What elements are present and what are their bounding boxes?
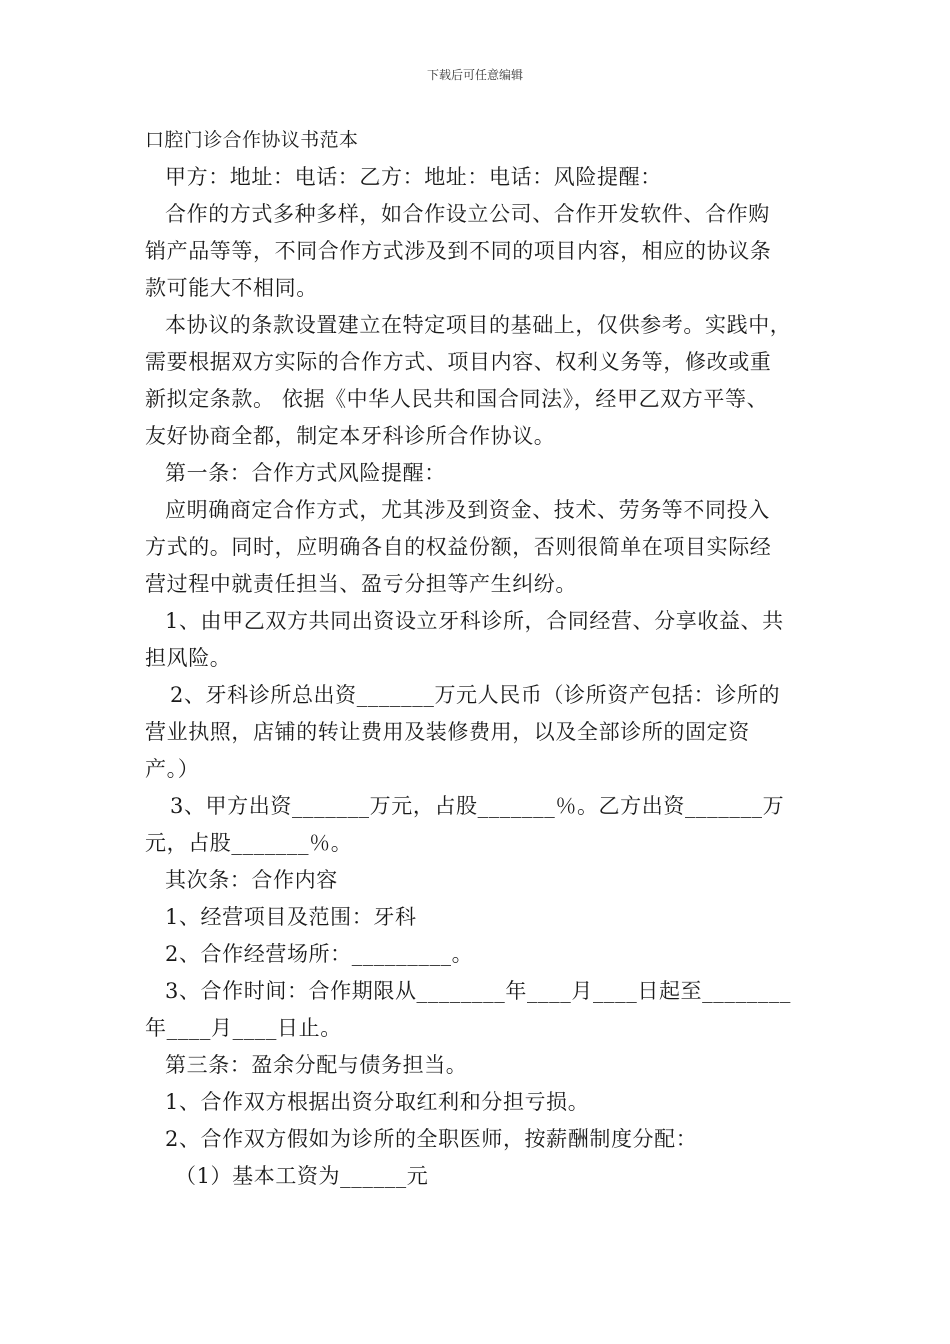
- list-item: 1、由甲乙双方共同出资设立牙科诊所，合同经营、分享收益、共: [165, 609, 784, 633]
- paragraph-line: 甲方：地址：电话：乙方：地址：电话：风险提醒：: [165, 165, 662, 189]
- section-heading: 其次条：合作内容: [165, 868, 338, 892]
- paragraph-line: 元，占股_______％。: [145, 831, 353, 855]
- list-item: 1、合作双方根据出资分取红利和分担亏损。: [165, 1090, 590, 1114]
- section-heading: 第一条：合作方式风险提醒：: [165, 461, 446, 485]
- list-item: 2、合作经营场所：_________。: [165, 942, 474, 966]
- paragraph-line: 款可能大不相同。: [145, 276, 318, 300]
- paragraph-line: 本协议的条款设置建立在特定项目的基础上，仅供参考。实践中，: [165, 313, 792, 337]
- list-item: （1）基本工资为______元: [175, 1164, 429, 1188]
- list-item: 3、甲方出资_______万元，占股_______％。乙方出资_______万: [170, 794, 785, 818]
- paragraph-line: 营业执照，店铺的转让费用及装修费用，以及全部诊所的固定资: [145, 720, 750, 744]
- paragraph-line: 应明确商定合作方式，尤其涉及到资金、技术、劳务等不同投入: [165, 498, 770, 522]
- list-item: 2、合作双方假如为诊所的全职医师，按薪酬制度分配：: [165, 1127, 698, 1151]
- paragraph-line: 合作的方式多种多样，如合作设立公司、合作开发软件、合作购: [165, 202, 770, 226]
- paragraph-line: 年____月____日止。: [145, 1016, 342, 1040]
- paragraph-line: 需要根据双方实际的合作方式、项目内容、权利义务等，修改或重: [145, 350, 772, 374]
- paragraph-line: 新拟定条款。 依据《中华人民共和国合同法》，经甲乙双方平等、: [145, 387, 769, 411]
- paragraph-line: 营过程中就责任担当、盈亏分担等产生纠纷。: [145, 572, 577, 596]
- paragraph-line: 担风险。: [145, 646, 232, 670]
- list-item: 1、经营项目及范围：牙科: [165, 905, 417, 929]
- section-heading: 第三条：盈余分配与债务担当。: [165, 1053, 468, 1077]
- list-item: 3、合作时间：合作期限从________年____月____日起至________: [165, 979, 791, 1003]
- paragraph-line: 产。）: [145, 757, 200, 781]
- document-body: [145, 122, 810, 1195]
- list-item: 2、牙科诊所总出资_______万元人民币（诊所资产包括：诊所的: [170, 683, 781, 707]
- paragraph-line: 方式的。同时，应明确各自的权益份额，否则很简单在项目实际经: [145, 535, 772, 559]
- paragraph-line: 销产品等等，不同合作方式涉及到不同的项目内容，相应的协议条: [145, 239, 772, 263]
- paragraph-line: 友好协商全都，制定本牙科诊所合作协议。: [145, 424, 556, 448]
- document-title: 口腔门诊合作协议书范本: [145, 129, 359, 151]
- header-note: 下载后可任意编辑: [426, 68, 523, 82]
